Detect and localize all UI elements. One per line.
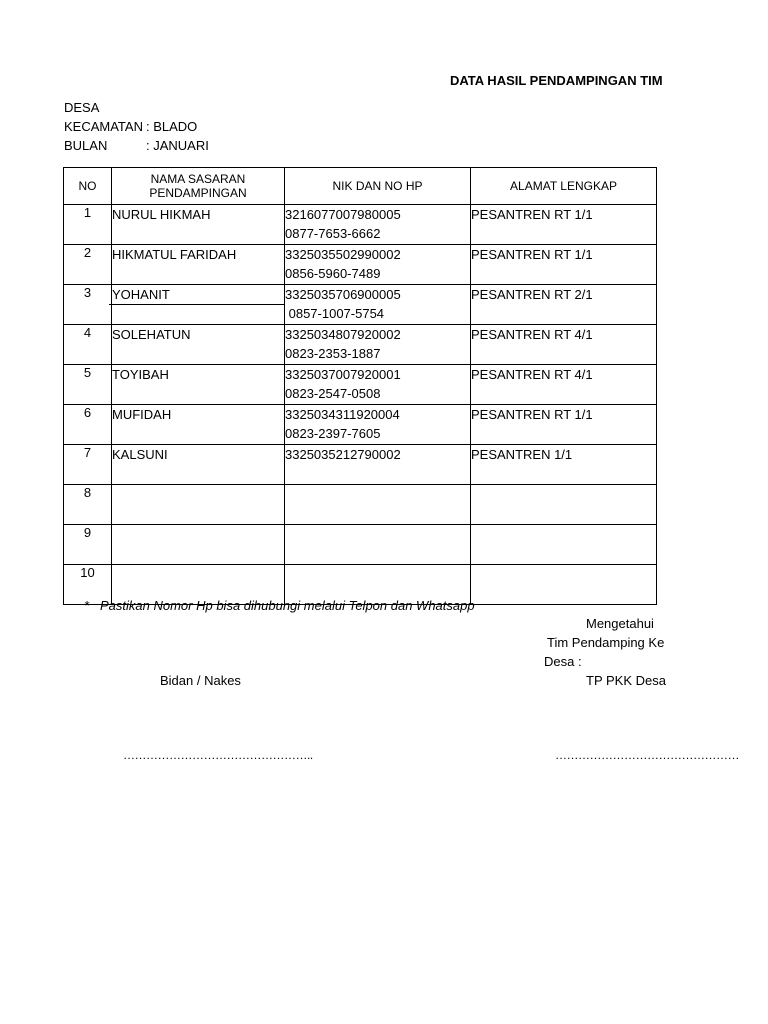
cell-nama-text: KALSUNI [112, 447, 168, 462]
footnote [84, 598, 475, 613]
header-nama [112, 168, 285, 205]
table-row [64, 325, 657, 365]
table-row [64, 365, 657, 405]
header-nik: NIK DAN NO HP [285, 168, 471, 205]
cell-alamat-text [471, 525, 656, 544]
cell-no: 5 [64, 365, 112, 405]
cell-no: 2 [64, 245, 112, 285]
cell-alamat-text: PESANTREN RT 4/1 [471, 327, 593, 342]
cell-nama-text: NURUL HIKMAH [112, 207, 211, 222]
cell-alamat-text: PESANTREN RT 1/1 [471, 207, 593, 222]
right-signature-line: ………………………………………… [555, 748, 739, 762]
left-signature-line: ………………………………………….. [123, 748, 313, 762]
kecamatan-label: KECAMATAN [64, 119, 143, 134]
cell-no: 3 [64, 285, 112, 325]
cell-nik [285, 525, 470, 544]
cell-nama [112, 405, 285, 445]
table-row [64, 445, 657, 485]
cell-nama-text: TOYIBAH [112, 367, 169, 382]
cell-hp [285, 504, 470, 523]
cell-nama [112, 325, 285, 365]
cell-alamat [471, 405, 657, 445]
cell-no: 6 [64, 405, 112, 445]
table-row [64, 205, 657, 245]
desa-row [64, 100, 99, 115]
header-nama-line2: PENDAMPINGAN [149, 186, 247, 200]
data-table [63, 167, 657, 605]
cell-hp: 0856-5960-7489 [285, 266, 381, 281]
cell-alamat [471, 445, 657, 485]
table-row [64, 405, 657, 445]
tp-pkk-label: TP PKK Desa [586, 673, 666, 688]
cell-nik-hp [285, 525, 471, 565]
cell-nik-hp [285, 245, 471, 285]
cell-nik: 3325034807920002 [285, 327, 401, 342]
cell-nik: 3325037007920001 [285, 367, 401, 382]
cell-hp [285, 464, 470, 483]
cell-alamat [471, 525, 657, 565]
cell-nama-text: SOLEHATUN [112, 327, 191, 342]
cell-hp: 0823-2547-0508 [285, 386, 381, 401]
cell-nik [285, 565, 470, 584]
document-title: DATA HASIL PENDAMPINGAN TIM [450, 73, 663, 88]
table-header-row [64, 168, 657, 205]
cell-nik-hp [285, 405, 471, 445]
bulan-value: : JANUARI [146, 138, 209, 153]
bidan-label: Bidan / Nakes [160, 673, 241, 688]
header-alamat: ALAMAT LENGKAP [471, 168, 657, 205]
cell-hp: 0857-1007-5754 [285, 306, 385, 321]
cell-nik-hp [285, 205, 471, 245]
cell-alamat-text: PESANTREN RT 1/1 [471, 247, 593, 262]
kecamatan-row [64, 119, 198, 134]
cell-nama [112, 525, 285, 565]
table-row [64, 485, 657, 525]
cell-alamat [471, 365, 657, 405]
cell-no: 9 [64, 525, 112, 565]
cell-alamat [471, 205, 657, 245]
cell-nik-hp [285, 285, 471, 325]
footnote-text: Pastikan Nomor Hp bisa dihubungi melalui Telpon dan Whatsapp [100, 598, 475, 613]
cell-hp [285, 544, 470, 563]
cell-nik: 3325035502990002 [285, 247, 401, 262]
cell-no: 10 [64, 565, 112, 605]
cell-nama [112, 485, 285, 525]
cell-hp: 0877-7653-6662 [285, 226, 381, 241]
cell-alamat [471, 565, 657, 605]
cell-alamat [471, 285, 657, 325]
cell-nama-text: MUFIDAH [112, 407, 172, 422]
cell-nama-text [112, 565, 284, 584]
tim-pendamping-label: Tim Pendamping Ke [547, 635, 665, 650]
cell-alamat [471, 325, 657, 365]
cell-no: 7 [64, 445, 112, 485]
cell-nik-hp [285, 485, 471, 525]
cell-nik: 3325035706900005 [285, 287, 401, 302]
cell-nik-hp [285, 365, 471, 405]
cell-nik: 3325034311920004 [285, 407, 400, 422]
cell-nik-hp [285, 445, 471, 485]
desa-label: DESA [64, 100, 100, 115]
cell-nama-text: HIKMATUL FARIDAH [112, 247, 237, 262]
cell-alamat-text [471, 485, 656, 504]
cell-alamat-text: PESANTREN RT 4/1 [471, 367, 593, 382]
header-nama-line1: NAMA SASARAN [150, 172, 246, 186]
cell-nik [285, 485, 470, 504]
cell-nama-text [112, 525, 284, 544]
cell-alamat-text: PESANTREN 1/1 [471, 447, 573, 462]
cell-nama-text: YOHANIT [112, 285, 284, 304]
cell-nama-text [112, 485, 284, 504]
header-no: NO [64, 168, 112, 205]
cell-alamat-text: PESANTREN RT 1/1 [471, 407, 593, 422]
cell-nik: 3325035212790002 [285, 447, 401, 462]
cell-alamat-text [471, 565, 656, 584]
cell-alamat [471, 245, 657, 285]
cell-nama [112, 245, 285, 285]
cell-nama [112, 365, 285, 405]
cell-nama [112, 205, 285, 245]
cell-hp: 0823-2353-1887 [285, 346, 381, 361]
cell-no: 1 [64, 205, 112, 245]
cell-alamat [471, 485, 657, 525]
desa-sign-label: Desa : [544, 654, 582, 669]
table-row [64, 285, 657, 325]
cell-no: 8 [64, 485, 112, 525]
bulan-label: BULAN [64, 138, 108, 153]
cell-nama [112, 285, 285, 325]
table-row [64, 525, 657, 565]
cell-nik-hp [285, 325, 471, 365]
footnote-star: * [84, 598, 90, 613]
table-row [64, 245, 657, 285]
cell-alamat-text: PESANTREN RT 2/1 [471, 287, 593, 302]
cell-hp: 0823-2397-7605 [285, 426, 381, 441]
bulan-row [64, 138, 209, 153]
mengetahui-label: Mengetahui [586, 616, 654, 631]
cell-nik: 3216077007980005 [285, 207, 401, 222]
cell-no: 4 [64, 325, 112, 365]
kecamatan-value: : BLADO [146, 119, 198, 134]
cell-nama [112, 445, 285, 485]
